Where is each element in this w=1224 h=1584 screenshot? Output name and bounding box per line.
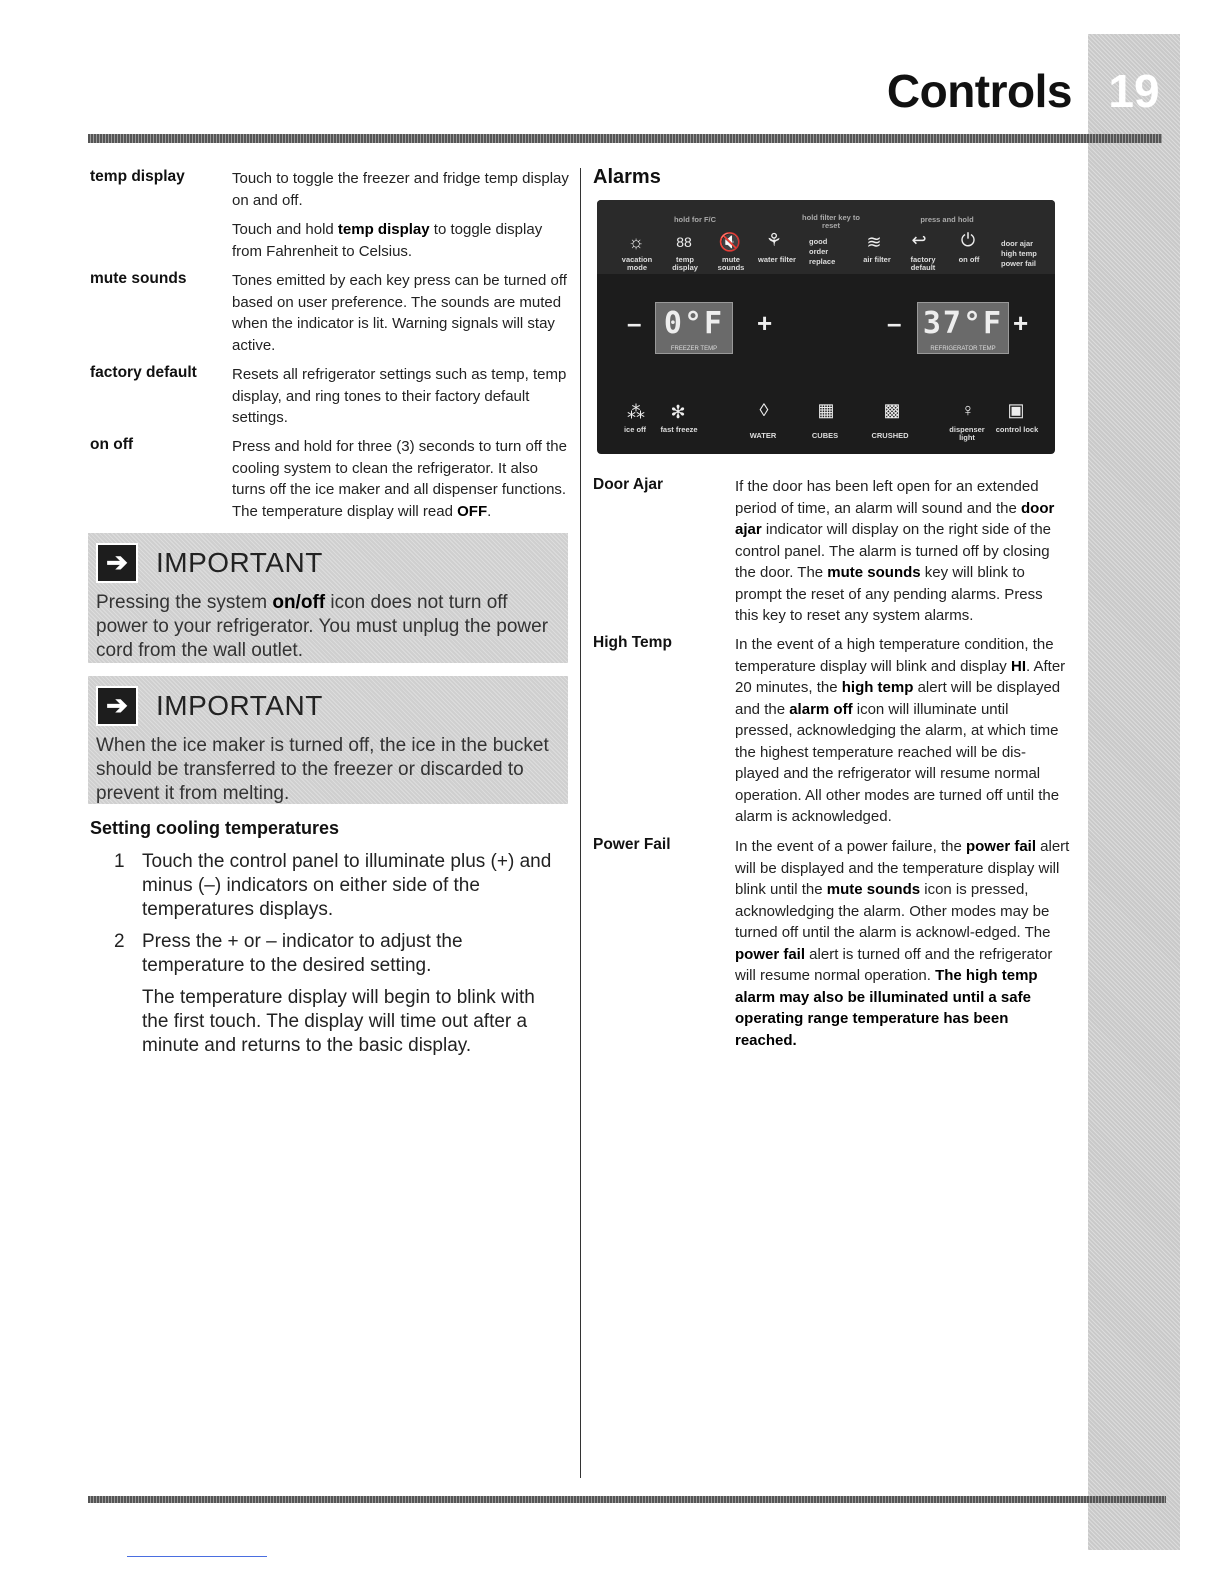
plus-icon: + (757, 308, 773, 338)
important-title: IMPORTANT (156, 690, 323, 721)
step-note: The temperature display will begin to blink with the first touch. The display will time out after a minute and returns to the basic display. (142, 987, 535, 1056)
def-on-off (232, 436, 572, 530)
segment-88-icon: 88 (676, 234, 692, 250)
panel-button-label: control lock (995, 425, 1039, 434)
panel-button-label: dispenser light (949, 425, 985, 442)
def-paragraph: Resets all refrigerator settings such as temp, temp display, and ring tones to their factory default settings. (232, 366, 567, 426)
minus-icon: – (887, 308, 902, 338)
def-paragraph: Touch to toggle the freezer and fridge temp display on and off. (232, 170, 569, 209)
term-on-off: on off (90, 436, 134, 453)
step-number: 2 (114, 931, 125, 952)
panel-hint: press and hold (920, 215, 974, 224)
column-divider (580, 168, 581, 1478)
arrow-right-icon: ➔ (96, 543, 138, 583)
freezer-temp-value: 0°F (663, 306, 725, 341)
alarm-term-high-temp: High Temp (593, 634, 672, 651)
control-panel-image (597, 200, 1055, 454)
panel-button-label: fast freeze (660, 425, 698, 434)
alarm-def-high-temp: In the event of a high temperature condition, the temperature display will blink and display HI. After 20 minutes, the high temp alert will be displayed and the alarm off icon will illuminate until pressed, acknowledging the alarm, at which time the highest temperature reached will be dis-played and the refrigerator will resume normal operation. All other modes are turned off until the alarm is acknowledged. (735, 636, 1066, 825)
term-mute-sounds: mute sounds (90, 270, 187, 287)
alarm-status-power-fail: power fail (1001, 259, 1037, 268)
panel-button-label: temp display (672, 255, 698, 272)
important-text: When the ice maker is turned off, the ice in the bucket should be transferred to the freezer or discarded to prevent it from melting. (96, 735, 549, 804)
def-mute-sounds (232, 270, 572, 364)
ice-icon: ⁂ (627, 402, 645, 422)
snowflake-icon: ✻ (670, 402, 686, 422)
panel-button-label: on off (958, 255, 980, 264)
fridge-temp-value: 37°F (922, 306, 1004, 341)
sun-icon: ☼ (627, 232, 645, 252)
freezer-display (655, 302, 733, 354)
footer-link-line (127, 1556, 267, 1557)
plus-icon: + (1013, 308, 1029, 338)
alarm-status-door-ajar: door ajar (1001, 239, 1034, 248)
alarm-term-door-ajar: Door Ajar (593, 476, 664, 493)
def-temp-display (232, 168, 572, 270)
important-box-ice-maker (88, 676, 568, 804)
panel-hint: hold filter key to reset (802, 213, 860, 230)
alarm-def-door-ajar: If the door has been left open for an extended period of time, an alarm will sound and the door ajar indicator will display on the right side of the control panel. The alarm is turned off by closing the door. The mute sounds key will blink to prompt the reset of any pending alarms. Press this key to reset any system alarms. (735, 478, 1055, 624)
def-paragraph: Tones emitted by each key press can be turned off based on user preference. The sounds are muted when the indicator is lit. Warning signals will stay active. (232, 272, 567, 354)
crushed-ice-icon: ▩ (883, 400, 901, 420)
def-factory-default (232, 364, 572, 437)
step-number: 1 (114, 851, 125, 872)
panel-button-label: air filter (863, 255, 891, 264)
panel-button-label: CUBES (811, 431, 839, 440)
power-icon: ⏻ (960, 230, 976, 250)
term-factory-default: factory default (90, 364, 197, 381)
lock-icon: ▣ (1007, 400, 1025, 420)
filter-status-good: good (809, 237, 828, 246)
def-paragraph: Touch and hold temp display to toggle display from Fahrenheit to Celsius. (232, 221, 543, 260)
section-title-setting: Setting cooling temperatures (90, 818, 340, 838)
important-title: IMPORTANT (156, 547, 323, 578)
steps-list (114, 850, 554, 1058)
footer-rule (88, 1496, 1166, 1503)
light-bulb-icon: ♀ (961, 400, 975, 420)
panel-button-label: ice off (623, 425, 647, 434)
important-box-power (88, 533, 568, 663)
freezer-temp-label: FREEZER TEMP (670, 346, 718, 352)
important-text: Pressing the system on/off icon does not turn off power to your refrigerator. You must unplug the power cord from the wall outlet. (96, 592, 549, 661)
speaker-mute-icon: 🔇 (718, 232, 742, 252)
panel-button-label: vacation mode (621, 255, 653, 272)
term-temp-display: temp display (90, 168, 185, 185)
fridge-temp-label: REFRIGERATOR TEMP (930, 346, 996, 352)
filter-status-order: order (809, 247, 829, 256)
step-text: Press the + or – indicator to adjust the temperature to the desired setting. (142, 931, 463, 976)
section-title-alarms: Alarms (593, 166, 661, 188)
air-filter-icon: ≋ (866, 232, 882, 252)
minus-icon: – (627, 308, 642, 338)
water-drop-icon: ⚘ (765, 230, 783, 250)
page-number: 19 (1108, 65, 1160, 117)
step-item (114, 930, 554, 978)
arrow-right-icon: ➔ (96, 686, 138, 726)
panel-button-label: mute sounds (717, 255, 745, 272)
return-icon: ↩ (911, 230, 927, 250)
panel-button-label: factory default (910, 255, 936, 272)
step-text: Touch the control panel to illuminate plus (+) and minus (–) indicators on either side of the temperatures displays. (142, 851, 552, 920)
alarm-status-high-temp: high temp (1001, 249, 1037, 258)
step-item (114, 850, 554, 922)
page-sidebar-band (1088, 34, 1180, 1550)
alarm-def-power-fail: In the event of a power failure, the power fail alert will be displayed and the temperature display will blink until the mute sounds icon is pressed, acknowledging the alarm. Other modes may be turned off until the alarm is acknowl-edged. The power fail alert is turned off and the refrigerator will resume normal operation. The high temp alarm may also be illuminated until a safe operating range temperature has been reached. (735, 838, 1070, 1049)
page-title: Controls (886, 65, 1072, 117)
alarm-term-power-fail: Power Fail (593, 836, 671, 853)
panel-button-label: WATER (749, 431, 777, 440)
def-paragraph: Press and hold for three (3) seconds to turn off the cooling system to clean the refrigerator. It also turns off the ice maker and all dispenser functions. The temperature display will read OFF. (232, 438, 567, 520)
filter-status-replace: replace (809, 257, 836, 266)
panel-hint: hold for F/C (673, 215, 717, 224)
panel-button-label: CRUSHED (871, 431, 909, 440)
header-rule (88, 134, 1162, 143)
cubes-icon: ▦ (817, 400, 835, 420)
fridge-display (917, 302, 1009, 354)
water-drop-icon: ◊ (759, 400, 769, 420)
panel-button-label: water filter (758, 255, 796, 264)
